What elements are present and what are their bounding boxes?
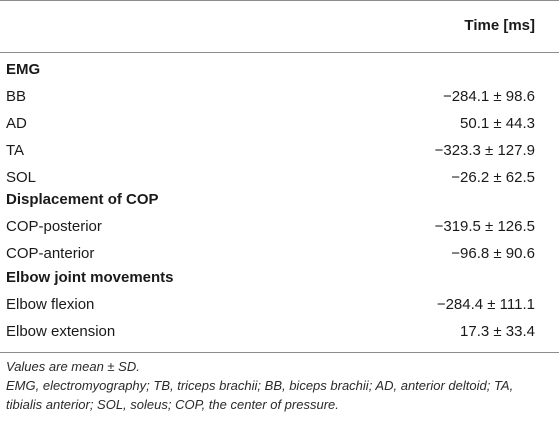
table-row xyxy=(0,110,559,137)
section-row-elbow-joint-movements xyxy=(0,264,559,291)
row-label: TA xyxy=(6,142,25,159)
footnote-values: Values are mean ± SD. xyxy=(6,359,140,374)
footnote-abbreviations-1: EMG, electromyography; TB, triceps brachii; BB, biceps brachii; AD, anterior deltoid; TA, xyxy=(6,378,514,393)
table-row xyxy=(0,291,559,318)
table-row xyxy=(0,137,559,164)
row-value: −319.5 ± 126.5 xyxy=(434,218,535,235)
section-row-displacement-of-cop xyxy=(0,186,559,213)
section-row-emg xyxy=(0,56,559,83)
table-header-rule xyxy=(0,52,559,53)
row-label: BB xyxy=(6,88,27,105)
column-header-time: Time [ms] xyxy=(464,17,535,34)
row-value: −284.1 ± 98.6 xyxy=(442,88,535,105)
section-label: EMG xyxy=(6,61,41,78)
row-value: −284.4 ± 111.1 xyxy=(436,296,535,313)
row-label: COP-anterior xyxy=(6,245,95,262)
row-value: 50.1 ± 44.3 xyxy=(460,115,535,132)
row-label: SOL xyxy=(6,169,37,186)
row-value: −26.2 ± 62.5 xyxy=(451,169,535,186)
table-row xyxy=(0,83,559,110)
table-footnotes xyxy=(6,357,546,414)
table-bottom-rule xyxy=(0,352,559,353)
section-label: Elbow joint movements xyxy=(6,269,174,286)
row-label: Elbow extension xyxy=(6,323,116,340)
row-label: AD xyxy=(6,115,27,132)
section-label: Displacement of COP xyxy=(6,191,159,208)
table-row xyxy=(0,213,559,240)
table-top-rule xyxy=(0,0,559,1)
row-value: −323.3 ± 127.9 xyxy=(434,142,535,159)
table-row xyxy=(0,318,559,345)
row-value: −96.8 ± 90.6 xyxy=(451,245,535,262)
footnote-abbreviations-2: tibialis anterior; SOL, soleus; COP, the center of pressure. xyxy=(6,397,339,412)
row-value: 17.3 ± 33.4 xyxy=(460,323,535,340)
row-label: COP-posterior xyxy=(6,218,102,235)
row-label: Elbow flexion xyxy=(6,296,95,313)
table-row xyxy=(0,240,559,267)
